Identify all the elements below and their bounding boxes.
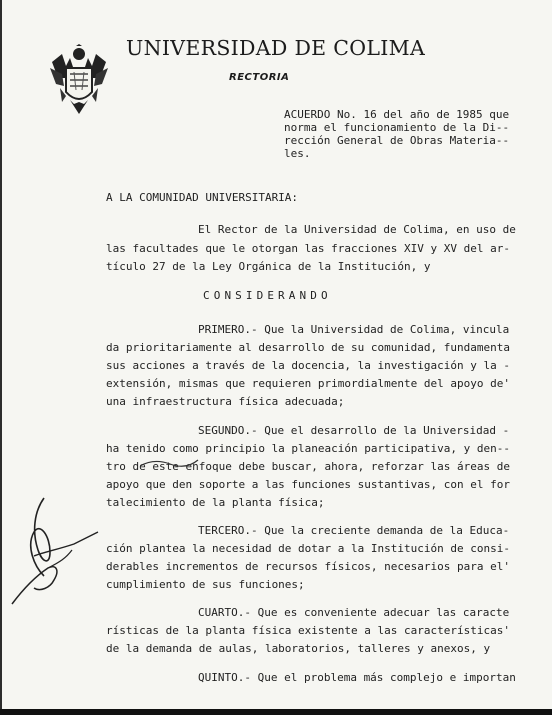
university-name: UNIVERSIDAD DE COLIMA — [126, 36, 426, 60]
paragraph-line: tículo 27 de la Ley Orgánica de la Institución, y — [106, 260, 431, 273]
salutation: A LA COMUNIDAD UNIVERSITARIA: — [106, 191, 299, 204]
paragraph-line: ción plantea la necesidad de dotar a la Institución de consi- — [106, 542, 510, 555]
paragraph-line: extensión, mismas que requieren primordialmente del apoyo de' — [106, 377, 510, 390]
university-crest-logo — [48, 44, 110, 116]
paragraph-line: QUINTO.- Que el problema más complejo e importan — [198, 671, 516, 684]
considerando-heading: CONSIDERANDO — [203, 289, 332, 302]
paragraph-line: TERCERO.- Que la creciente demanda de la Educa- — [198, 524, 510, 537]
paragraph-line: tro de este enfoque debe buscar, ahora, reforzar las áreas de — [106, 460, 510, 473]
handwritten-signature — [4, 492, 104, 610]
office-name: RECTORIA — [229, 72, 290, 83]
handwritten-strike-mark — [140, 452, 200, 472]
scan-bottom-edge — [0, 709, 552, 715]
paragraph-line: El Rector de la Universidad de Colima, en uso de — [198, 223, 516, 236]
paragraph-line: talecimiento de la planta física; — [106, 496, 325, 509]
paragraph-line: las facultades que le otorgan las fracciones XIV y XV del ar- — [106, 242, 510, 255]
agreement-line: rección General de Obras Materia-- — [284, 134, 510, 147]
scan-left-edge — [0, 0, 2, 715]
paragraph-line: da prioritariamente al desarrollo de su comunidad, fundamenta — [106, 341, 510, 354]
paragraph-line: sus acciones a través de la docencia, la investigación y la - — [106, 359, 510, 372]
agreement-line: norma el funcionamiento de la Di-- — [284, 121, 510, 134]
paragraph-line: PRIMERO.- Que la Universidad de Colima, vincula — [198, 323, 510, 336]
agreement-line: ACUERDO No. 16 del año de 1985 que — [284, 108, 510, 121]
paragraph-line: una infraestructura física adecuada; — [106, 395, 345, 408]
paragraph-line: cumplimiento de sus funciones; — [106, 578, 305, 591]
paragraph-line: derables incrementos de recursos físicos, necesarios para el' — [106, 560, 510, 573]
paragraph-line: CUARTO.- Que es conveniente adecuar las caracte — [198, 606, 510, 619]
paragraph-line: SEGUNDO.- Que el desarrollo de la Universidad - — [198, 424, 510, 437]
paragraph-line: ha tenido como principio la planeación participativa, y den-- — [106, 442, 510, 455]
paragraph-line: apoyo que den soporte a las funciones sustantivas, con el for — [106, 478, 510, 491]
agreement-line: les. — [284, 147, 311, 160]
paragraph-line: de la demanda de aulas, laboratorios, talleres y anexos, y — [106, 642, 491, 655]
paragraph-line: rísticas de la planta física existente a las características' — [106, 624, 510, 637]
